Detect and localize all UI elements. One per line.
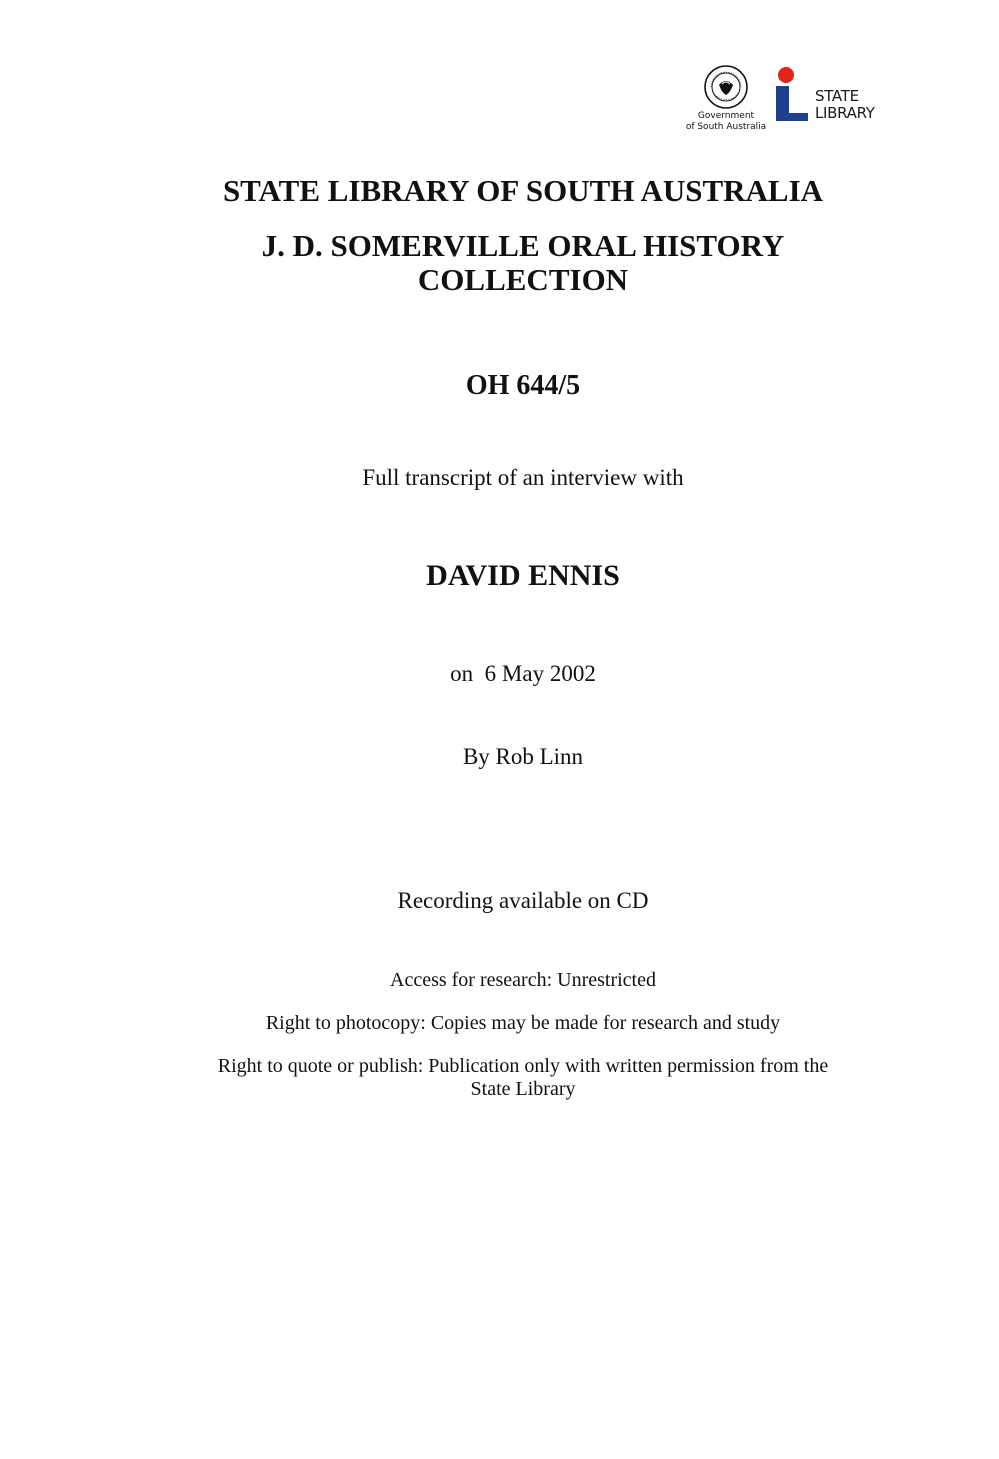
interviewer: By Rob Linn <box>462 744 584 769</box>
publish-note-line2: State Library <box>470 1078 576 1100</box>
collection-title-line1: J. D. SOMERVILLE ORAL HISTORY <box>261 228 785 263</box>
reference-number: OH 644/5 <box>465 370 581 401</box>
government-text-line1: Government <box>697 111 755 121</box>
publish-note-line1: Right to quote or publish: Publication only with written permission from the <box>217 1055 829 1077</box>
access-note: Access for research: Unrestricted <box>390 969 656 991</box>
interviewee-name: DAVID ENNIS <box>426 559 620 592</box>
recording-note: Recording available on CD <box>397 888 649 913</box>
photocopy-note: Right to photocopy: Copies may be made for research and study <box>265 1012 781 1034</box>
state-library-word-state: STATE <box>815 87 859 105</box>
state-library-i-logo-icon <box>774 66 810 122</box>
header-logos <box>684 64 884 136</box>
interview-date: on 6 May 2002 <box>450 661 596 686</box>
south-australia-seal-icon <box>703 64 749 110</box>
state-library-word-library: LIBRARY <box>815 104 875 122</box>
collection-title-line2: COLLECTION <box>417 262 629 297</box>
transcript-intro: Full transcript of an interview with <box>362 465 684 490</box>
government-text-line2: of South Australia <box>685 122 767 132</box>
government-logo <box>684 64 768 133</box>
state-library-wordmark <box>815 88 895 122</box>
library-title: STATE LIBRARY OF SOUTH AUSTRALIA <box>222 173 824 208</box>
